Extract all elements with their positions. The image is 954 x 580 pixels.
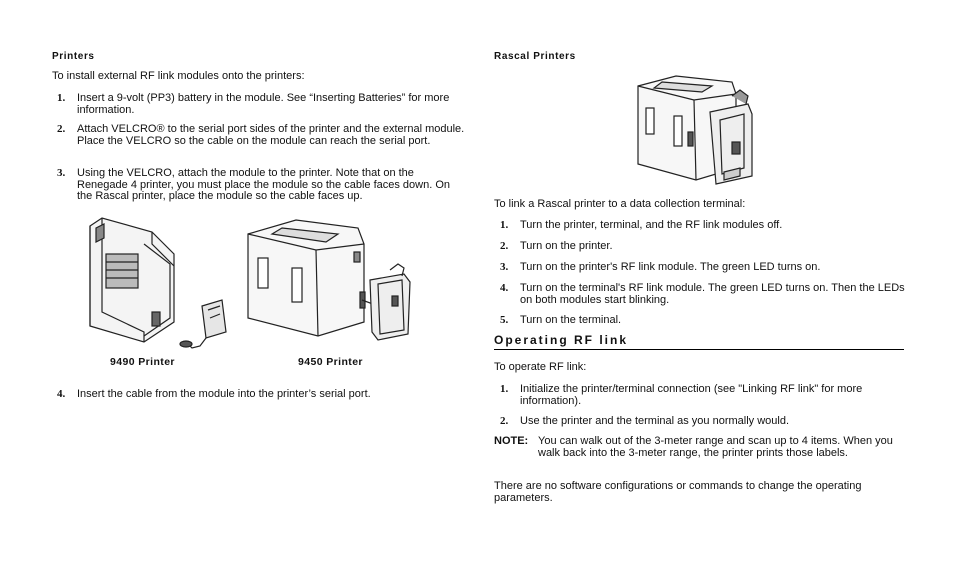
link-intro: To link a Rascal printer to a data collection terminal: [494, 198, 746, 210]
printers-intro: To install external RF link modules onto the printers: [52, 70, 305, 82]
step-text: Attach VELCRO® to the serial port sides of the printer and the external module. Place the VELCRO so the cable on the module can reach the serial port. [77, 123, 465, 147]
step-number: 4. [500, 282, 509, 294]
step-number: 3. [500, 261, 509, 273]
note-text: You can walk out of the 3-meter range and scan up to 4 items. When you walk back into the 3-meter range, the printer prints those labels. [538, 435, 893, 459]
step-text: Turn on the terminal. [520, 314, 622, 326]
step-text: Turn on the printer's RF link module. The green LED turns on. [520, 261, 821, 273]
operate-intro: To operate RF link: [494, 361, 587, 373]
rascal-heading: Rascal Printers [494, 51, 576, 62]
note-label: NOTE: [494, 435, 529, 447]
step-text: Insert a 9-volt (PP3) battery in the module. See “Inserting Batteries” for more information. [77, 92, 450, 116]
step-number: 2. [500, 415, 509, 427]
step-text: Turn on the terminal's RF link module. The green LED turns on. Then the LEDs on both modules start blinking. [520, 282, 905, 306]
step-text: Turn the printer, terminal, and the RF link modules off. [520, 219, 783, 231]
step-number: 4. [57, 388, 66, 400]
step-number: 2. [500, 240, 509, 252]
section-divider [494, 349, 904, 350]
step-text: Initialize the printer/terminal connection (see "Linking RF link" for more information). [520, 383, 863, 407]
step-text: Using the VELCRO, attach the module to the printer. Note that on the Renegade 4 printer, you must place the module so the cable faces down. On the Rascal printer, place the module so the cable faces up. [77, 167, 451, 202]
step-number: 1. [57, 92, 66, 104]
printer-9450-illustration [242, 214, 422, 352]
step-number: 5. [500, 314, 509, 326]
printer-9490-illustration [82, 214, 242, 352]
step-number: 1. [500, 383, 509, 395]
step-text: Use the printer and the terminal as you normally would. [520, 415, 790, 427]
step-number: 3. [57, 167, 66, 179]
rascal-printer-illustration [632, 72, 762, 190]
closing-text: There are no software configurations or commands to change the operating parameters. [494, 480, 862, 504]
caption-9450: 9450 Printer [298, 356, 363, 368]
step-number: 1. [500, 219, 509, 231]
section-title: Operating RF link [494, 333, 629, 347]
printers-heading: Printers [52, 51, 95, 62]
step-text: Insert the cable from the module into the printer’s serial port. [77, 388, 371, 400]
step-text: Turn on the printer. [520, 240, 613, 252]
caption-9490: 9490 Printer [110, 356, 175, 368]
step-number: 2. [57, 123, 66, 135]
